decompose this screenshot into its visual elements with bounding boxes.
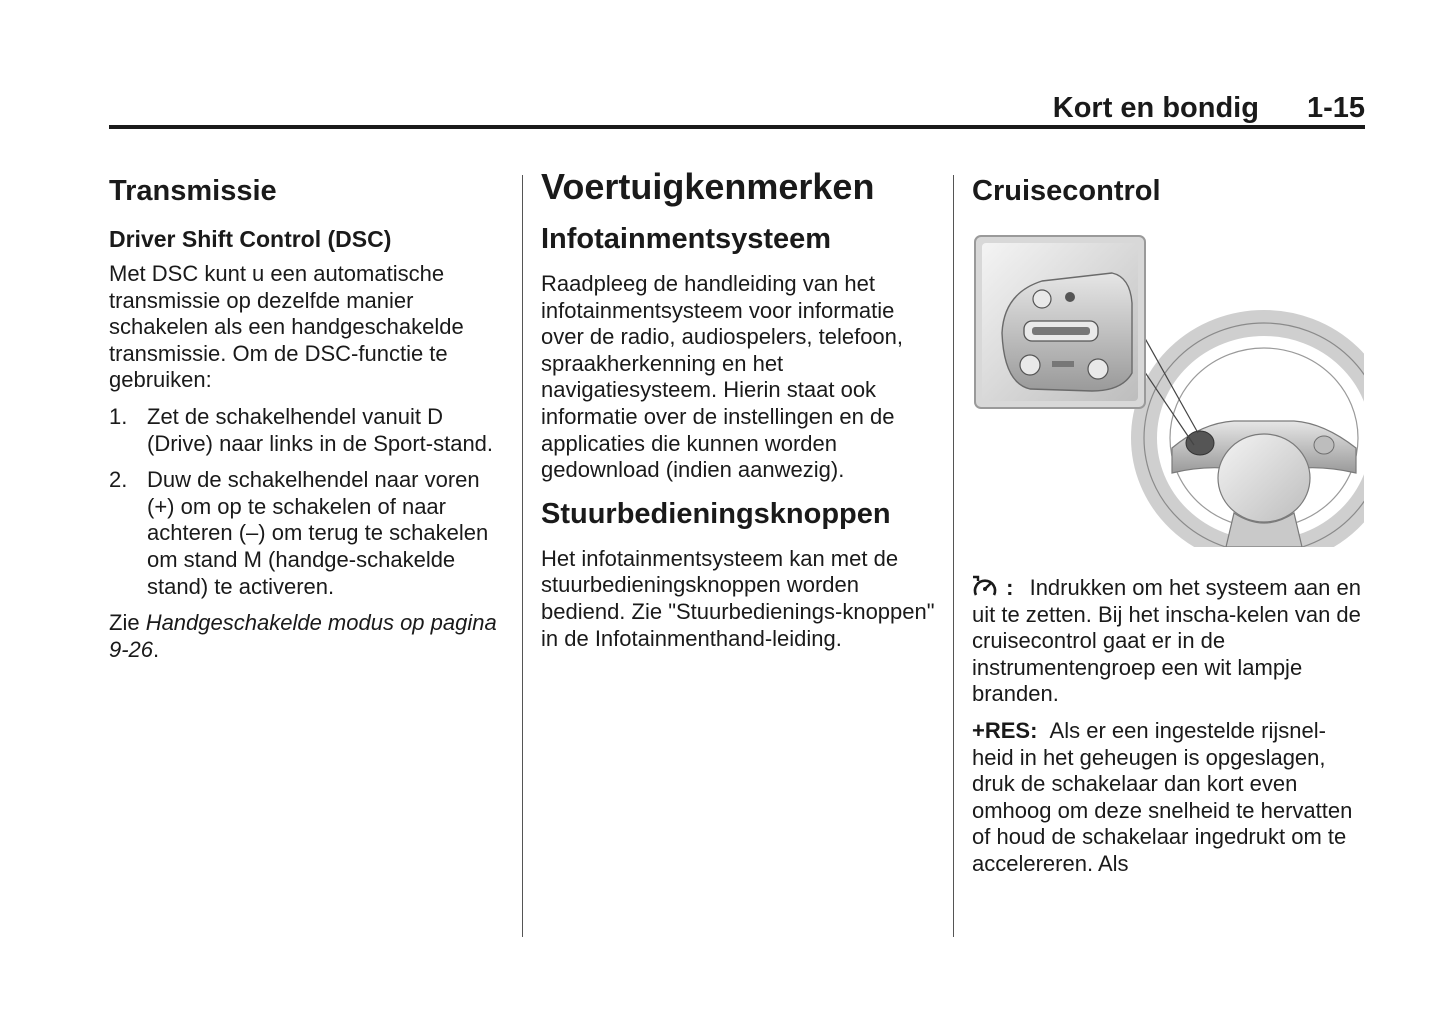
dsc-steps: [109, 404, 509, 600]
steering-controls-body: Het infotainmentsysteem kan met de stuurbedieningsknoppen worden bediend. Zie "Stuurbedienings-knoppen" in de Infotainmenthand-leiding.: [541, 545, 935, 651]
cruise-res-text: Als er een ingestelde rijsnel-heid in het geheugen is opgeslagen, druk de schakelaar dan kort even omhoog om deze snelheid te hervatten of houd de schakelaar ingedrukt om te accelereren. Als: [972, 717, 1353, 876]
subsection-title-dsc: Driver Shift Control (DSC): [109, 226, 392, 252]
section-title-cruise-control: Cruisecontrol: [972, 175, 1161, 207]
cross-reference: Zie Handgeschakelde modus op pagina 9-26.: [109, 610, 497, 662]
column-transmission: [109, 165, 509, 663]
cruise-on-off-item: [972, 575, 1365, 708]
chapter-title: Voertuigkenmerken: [541, 166, 875, 207]
header-section-title: Kort en bondig: [1052, 92, 1259, 124]
step-number: 2.: [109, 467, 128, 493]
section-title-infotainment: Infotainmentsysteem: [541, 223, 832, 255]
cruise-on-off-label: :: [1006, 575, 1014, 600]
header-rule: [109, 125, 1365, 129]
column-cruise-control: [972, 165, 1365, 878]
cruise-control-icon: [972, 575, 1000, 599]
page-header: [960, 88, 1365, 128]
column-divider: [522, 175, 523, 937]
cross-reference-link[interactable]: Handgeschakelde modus op pagina 9-26: [109, 610, 497, 662]
column-vehicle-features: [541, 165, 936, 652]
list-item: [109, 404, 509, 457]
step-text: Duw de schakelhendel naar voren (+) om op te schakelen of naar achteren (–) om terug te schakelen om stand M (handge-schakelde stand) te activeren.: [147, 467, 489, 599]
cruise-res-item: [972, 718, 1365, 878]
section-title-transmission: Transmissie: [109, 175, 277, 207]
list-item: [109, 467, 509, 600]
steering-wheel-controls-illustration: [972, 233, 1364, 547]
steering-wheel-icon: [972, 233, 1364, 547]
column-divider: [953, 175, 954, 937]
cruise-res-label: +RES:: [972, 717, 1038, 743]
section-title-steering-controls: Stuurbedieningsknoppen: [541, 497, 891, 530]
page-number: 1-15: [1306, 92, 1365, 124]
cruise-on-off-text: Indrukken om het systeem aan en uit te zetten. Bij het inscha-kelen van de cruisecontrol gaat er in de instrumentengroep een wit lampje branden.: [972, 575, 1361, 707]
infotainment-body: Raadpleeg de handleiding van het infotainmentsysteem voor informatie over de radio, audiospelers, telefoon, spraakherkenning en het navigatiesysteem. Hierin staat ook informatie over de instellingen en de applicaties die kunnen worden gedownload (indien aanwezig).: [541, 271, 904, 483]
dsc-intro: Met DSC kunt u een automatische transmissie op dezelfde manier schakelen als een handgeschakelde transmissie. Om de DSC-functie te gebruiken:: [109, 261, 464, 393]
step-text: Zet de schakelhendel vanuit D (Drive) naar links in de Sport-stand.: [147, 403, 494, 456]
step-number: 1.: [109, 403, 128, 429]
